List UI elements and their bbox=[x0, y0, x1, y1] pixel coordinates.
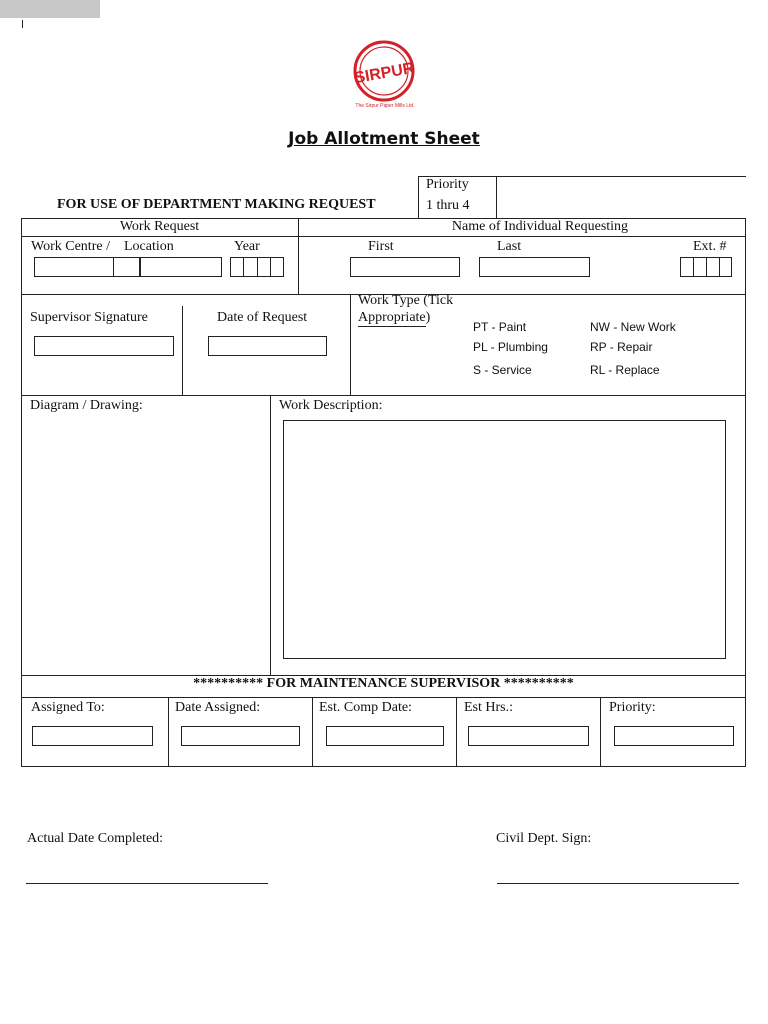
work-type-option[interactable]: S - Service bbox=[473, 363, 532, 377]
civil-dept-sign-line[interactable] bbox=[497, 883, 739, 884]
first-name-input[interactable] bbox=[350, 257, 460, 277]
work-type-option[interactable]: RL - Replace bbox=[590, 363, 660, 377]
location-input-2[interactable] bbox=[140, 257, 222, 277]
assign-priority-input[interactable] bbox=[614, 726, 734, 746]
work-description-label: Work Description: bbox=[279, 398, 383, 413]
date-of-request-input[interactable] bbox=[208, 336, 327, 356]
date-assigned-label: Date Assigned: bbox=[175, 700, 261, 715]
maintenance-supervisor-banner: ********** FOR MAINTENANCE SUPERVISOR ********** bbox=[193, 676, 574, 691]
actual-date-completed-line[interactable] bbox=[26, 883, 268, 884]
work-type-option[interactable]: PL - Plumbing bbox=[473, 340, 548, 354]
logo-tagline: The Sirpur Paper Mills Ltd. bbox=[355, 103, 415, 109]
logo-text: SIRPUR bbox=[353, 59, 416, 88]
date-assigned-input[interactable] bbox=[181, 726, 300, 746]
year-label: Year bbox=[234, 239, 260, 254]
work-description-input[interactable] bbox=[283, 420, 726, 659]
ext-label: Ext. # bbox=[693, 239, 727, 254]
last-label: Last bbox=[497, 239, 522, 254]
work-type-label-1: Work Type (Tick bbox=[358, 293, 454, 308]
civil-dept-sign-label: Civil Dept. Sign: bbox=[496, 831, 592, 846]
work-type-label-2: Appropriate) bbox=[358, 310, 431, 325]
work-type-option[interactable]: RP - Repair bbox=[590, 340, 653, 354]
assigned-to-label: Assigned To: bbox=[31, 700, 105, 715]
est-hrs-label: Est Hrs.: bbox=[464, 700, 513, 715]
work-type-option[interactable]: PT - Paint bbox=[473, 320, 527, 334]
individual-requesting-heading: Name of Individual Requesting bbox=[451, 219, 629, 234]
work-centre-label: Work Centre / bbox=[31, 239, 110, 254]
diagram-drawing-label: Diagram / Drawing: bbox=[30, 398, 143, 413]
work-type-option[interactable]: NW - New Work bbox=[590, 320, 676, 334]
top-tab bbox=[0, 0, 100, 18]
sirpur-logo bbox=[350, 40, 420, 110]
priority-range: 1 thru 4 bbox=[426, 198, 470, 213]
location-label: Location bbox=[124, 239, 174, 254]
dept-request-label: FOR USE OF DEPARTMENT MAKING REQUEST bbox=[57, 197, 376, 212]
page-title: Job Allotment Sheet bbox=[288, 129, 480, 149]
priority-label: Priority bbox=[426, 177, 469, 192]
est-hrs-input[interactable] bbox=[468, 726, 589, 746]
actual-date-completed-label: Actual Date Completed: bbox=[27, 831, 164, 846]
last-name-input[interactable] bbox=[479, 257, 590, 277]
assign-priority-label: Priority: bbox=[609, 700, 656, 715]
location-input[interactable] bbox=[113, 257, 140, 277]
date-of-request-label: Date of Request bbox=[217, 310, 308, 325]
assigned-to-input[interactable] bbox=[32, 726, 153, 746]
est-comp-date-input[interactable] bbox=[326, 726, 444, 746]
work-request-heading: Work Request bbox=[119, 219, 200, 234]
first-label: First bbox=[368, 239, 394, 254]
diagram-drawing-area[interactable] bbox=[22, 416, 269, 674]
supervisor-signature-input[interactable] bbox=[34, 336, 174, 356]
est-comp-date-label: Est. Comp Date: bbox=[319, 700, 412, 715]
cursor-mark bbox=[22, 20, 23, 28]
work-centre-input[interactable] bbox=[34, 257, 114, 277]
supervisor-signature-label: Supervisor Signature bbox=[30, 310, 148, 325]
